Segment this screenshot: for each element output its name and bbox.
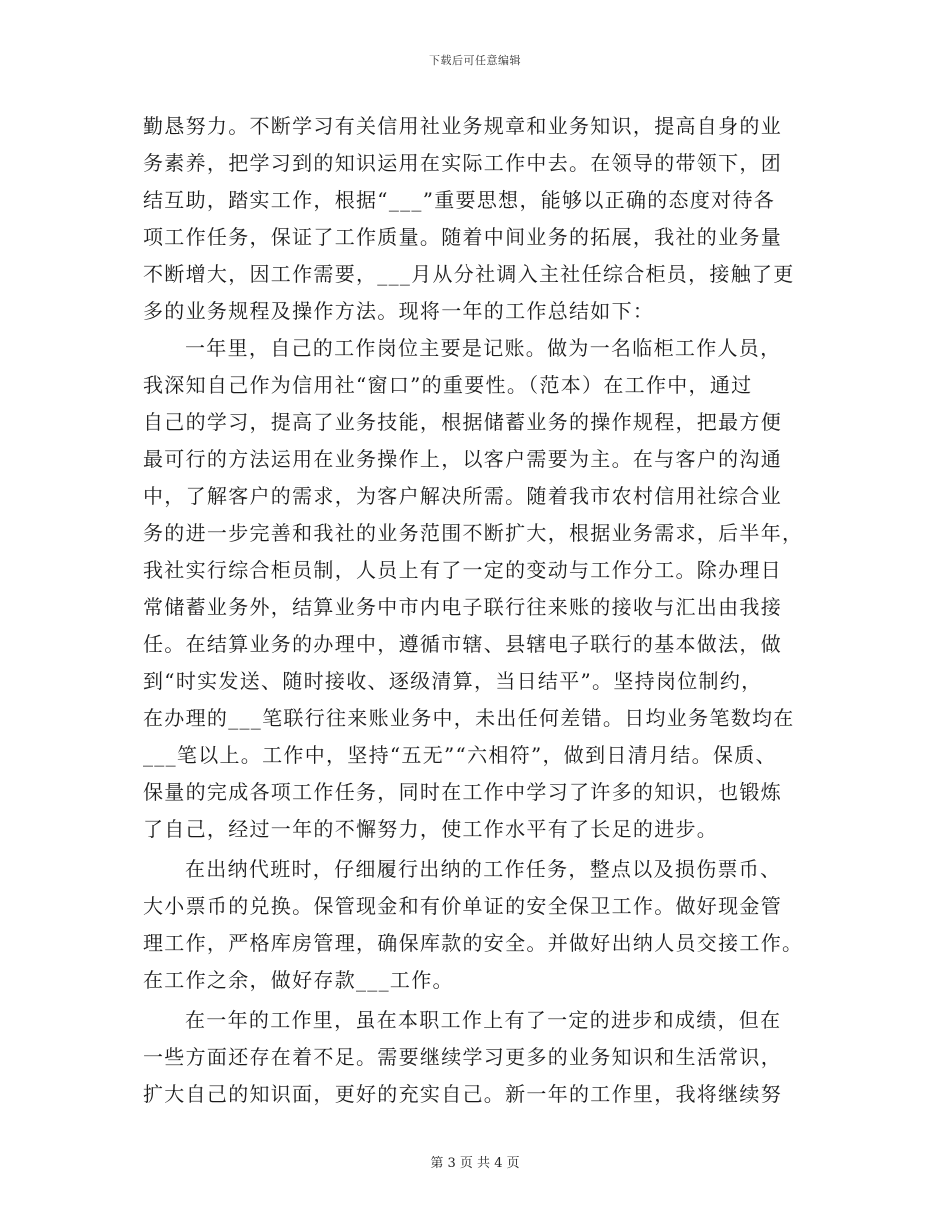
text-line: 多的业务规程及操作方法。现将一年的工作总结如下：	[143, 299, 655, 323]
text-line: 务素养，把学习到的知识运用在实际工作中去。在领导的带领下，团	[143, 151, 782, 175]
text-line: 理工作，严格库房管理，确保库款的安全。并做好出纳人员交接工作。	[143, 931, 804, 955]
paragraph-start-line: 一年里，自己的工作岗位主要是记账。做为一名临柜工作人员，	[185, 336, 782, 360]
text-line: 扩大自己的知识面，更好的充实自己。新一年的工作里，我将继续努	[143, 1082, 782, 1106]
text-line: 到“时实发送、随时接收、逐级清算，当日结平”。坚持岗位制约，	[143, 669, 763, 693]
text-line: 勤恳努力。不断学习有关信用社业务规章和业务知识，提高自身的业	[143, 114, 782, 138]
text-line: 一些方面还存在着不足。需要继续学习更多的业务知识和生活常识，	[143, 1045, 782, 1069]
text-line: 结互助，踏实工作，根据“___”重要思想，能够以正确的态度对待各	[143, 188, 776, 212]
text-line: 任。在结算业务的办理中，遵循市辖、县辖电子联行的基本做法，做	[143, 632, 782, 656]
document-body	[143, 108, 813, 1113]
text-line: 项工作任务，保证了工作质量。随着中间业务的拓展，我社的业务量	[143, 225, 782, 249]
text-line: 了自己，经过一年的不懈努力，使工作水平有了长足的进步。	[143, 817, 719, 841]
text-line: 常储蓄业务外，结算业务中市内电子联行往来账的接收与汇出由我接	[143, 595, 782, 619]
text-line: 保量的完成各项工作任务，同时在工作中学习了许多的知识，也锻炼	[143, 780, 782, 804]
paragraph-start-line: 在出纳代班时，仔细履行出纳的工作任务，整点以及损伤票币、	[185, 857, 782, 881]
text-line: 大小票币的兑换。保管现金和有价单证的安全保卫工作。做好现金管	[143, 894, 782, 918]
text-line: 在办理的___笔联行往来账业务中，未出任何差错。日均业务笔数均在	[143, 706, 795, 730]
paragraph-start-line: 在一年的工作里，虽在本职工作上有了一定的进步和成绩，但在	[185, 1008, 782, 1032]
text-line: ___笔以上。工作中，坚持“五无”“六相符”，做到日清月结。保质、	[143, 743, 777, 767]
page-header: 下载后可任意编辑	[429, 54, 521, 67]
text-line: 最可行的方法运用在业务操作上，以客户需要为主。在与客户的沟通	[143, 447, 782, 471]
text-line: 自己的学习，提高了业务技能，根据储蓄业务的操作规程，把最方便	[143, 410, 782, 434]
text-line: 在工作之余，做好存款___工作。	[143, 968, 454, 992]
text-line: 我深知自己作为信用社“窗口”的重要性。（范本）在工作中，通过	[143, 373, 753, 397]
text-line: 中，了解客户的需求，为客户解决所需。随着我市农村信用社综合业	[143, 484, 782, 508]
text-line: 务的进一步完善和我社的业务范围不断扩大，根据业务需求，后半年，	[143, 521, 804, 545]
text-line: 不断增大，因工作需要，___月从分社调入主社任综合柜员，接触了更	[143, 262, 795, 286]
text-line: 我社实行综合柜员制，人员上有了一定的变动与工作分工。除办理日	[143, 558, 782, 582]
page-footer: 第 3 页 共 4 页	[430, 1156, 520, 1171]
